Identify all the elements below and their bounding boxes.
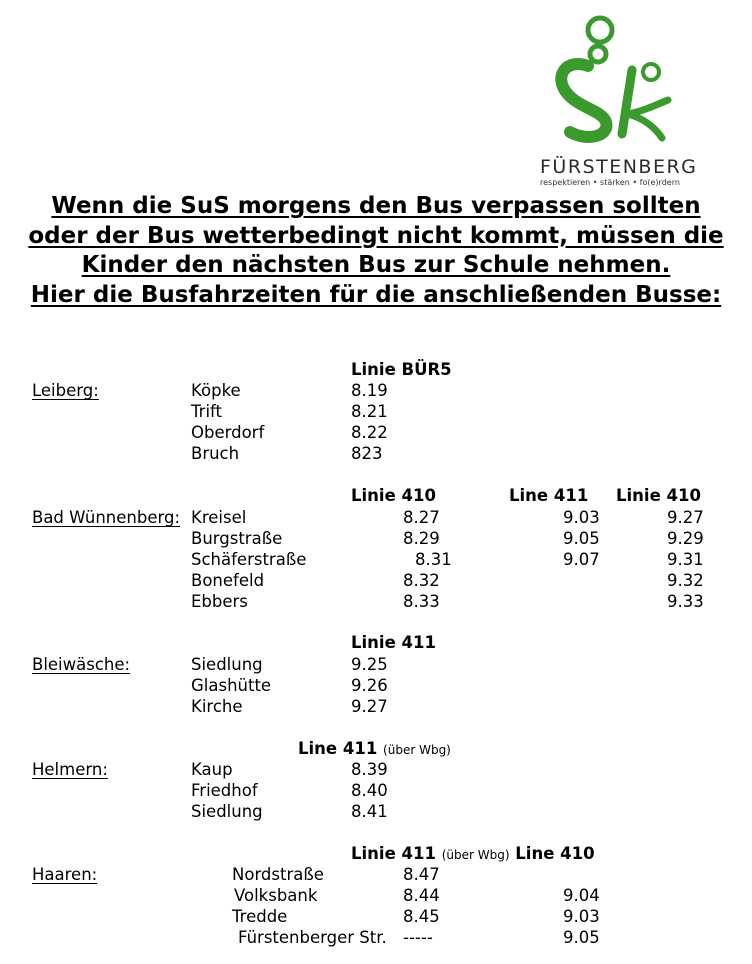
headline-line-1: Wenn die SuS morgens den Bus verpassen sollten — [51, 193, 701, 219]
departure-time: 9.05 — [563, 529, 600, 548]
stop-name: Volksbank — [234, 886, 318, 905]
departure-time: 8.31 — [415, 550, 452, 569]
departure-time: 8.33 — [403, 592, 440, 611]
line-header: Linie BÜR5 — [351, 360, 452, 379]
notice-headline — [0, 192, 752, 310]
stop-name: Köpke — [191, 381, 241, 400]
departure-time: 823 — [351, 444, 383, 463]
departure-time: 8.22 — [351, 423, 388, 442]
departure-time: 8.21 — [351, 402, 388, 421]
line-header: Line 411 — [509, 486, 589, 505]
line-header: Linie 410 — [351, 486, 436, 505]
departure-time: 9.29 — [667, 529, 704, 548]
place-label: Bleiwäsche: — [32, 655, 131, 674]
departure-time: 9.26 — [351, 676, 388, 695]
line-note: (über Wbg) — [441, 848, 510, 862]
line-name: Linie 411 — [351, 844, 436, 863]
departure-time: 8.39 — [351, 760, 388, 779]
headline-line-3: Kinder den nächsten Bus zur Schule nehmen. — [81, 252, 671, 278]
departure-time: 8.29 — [403, 529, 440, 548]
stop-name: Nordstraße — [232, 865, 324, 884]
departure-time: 9.04 — [563, 886, 600, 905]
departure-time: 8.40 — [351, 781, 388, 800]
stop-name: Siedlung — [191, 802, 263, 821]
stop-name: Trift — [191, 402, 223, 421]
departure-time: 8.41 — [351, 802, 388, 821]
logo-tagline: respektieren • stärken • fo(e)rdern — [540, 178, 680, 187]
line-note: (über Wbg) — [383, 743, 451, 757]
line-header: Linie 411 — [351, 633, 436, 652]
departure-time: 8.44 — [403, 886, 440, 905]
headline-line-4: Hier die Busfahrzeiten für die anschließenden Busse: — [30, 281, 722, 308]
departure-time: 9.25 — [351, 655, 388, 674]
departure-time: 8.45 — [403, 907, 440, 926]
place-label: Bad Wünnenberg: — [32, 508, 181, 527]
departure-time: 9.33 — [667, 592, 704, 611]
stop-name: Schäferstraße — [191, 550, 307, 569]
place-label: Leiberg: — [32, 381, 99, 400]
stop-name: Friedhof — [191, 781, 258, 800]
stop-name: Kaup — [191, 760, 233, 779]
stop-name: Tredde — [232, 907, 288, 926]
line-name: Line 410 — [515, 844, 595, 863]
logo-school-name: FÜRSTENBERG — [540, 156, 698, 178]
departure-time: 8.32 — [403, 571, 440, 590]
headline-line-2: oder der Bus wetterbedingt nicht kommt, müssen die — [28, 222, 724, 249]
stop-name: Kreisel — [191, 508, 247, 527]
departure-time: 9.05 — [563, 928, 600, 947]
departure-time: 9.31 — [667, 550, 704, 569]
school-logo — [536, 14, 698, 187]
departure-time: 8.27 — [403, 508, 440, 527]
stop-name: Glashütte — [191, 676, 272, 695]
sk-logo-mark — [536, 14, 692, 154]
stop-name: Oberdorf — [191, 423, 265, 442]
stop-name: Fürstenberger Str. — [238, 928, 387, 947]
stop-name: Kirche — [191, 697, 243, 716]
departure-time: ----- — [403, 928, 433, 947]
stop-name: Siedlung — [191, 655, 263, 674]
departure-time: 9.27 — [667, 508, 704, 527]
stop-name: Bruch — [191, 444, 240, 463]
departure-time: 9.07 — [563, 550, 600, 569]
departure-time: 9.27 — [351, 697, 388, 716]
stop-name: Ebbers — [191, 592, 248, 611]
line-header — [351, 844, 595, 865]
line-header — [298, 739, 451, 760]
line-header: Linie 410 — [616, 486, 701, 505]
departure-time: 9.32 — [667, 571, 704, 590]
departure-time: 8.47 — [403, 865, 440, 884]
place-label: Haaren: — [32, 865, 98, 884]
departure-time: 8.19 — [351, 381, 388, 400]
place-label: Helmern: — [32, 760, 108, 779]
departure-time: 9.03 — [563, 907, 600, 926]
stop-name: Bonefeld — [191, 571, 265, 590]
line-name: Line 411 — [298, 739, 378, 758]
departure-time: 9.03 — [563, 508, 600, 527]
stop-name: Burgstraße — [191, 529, 283, 548]
